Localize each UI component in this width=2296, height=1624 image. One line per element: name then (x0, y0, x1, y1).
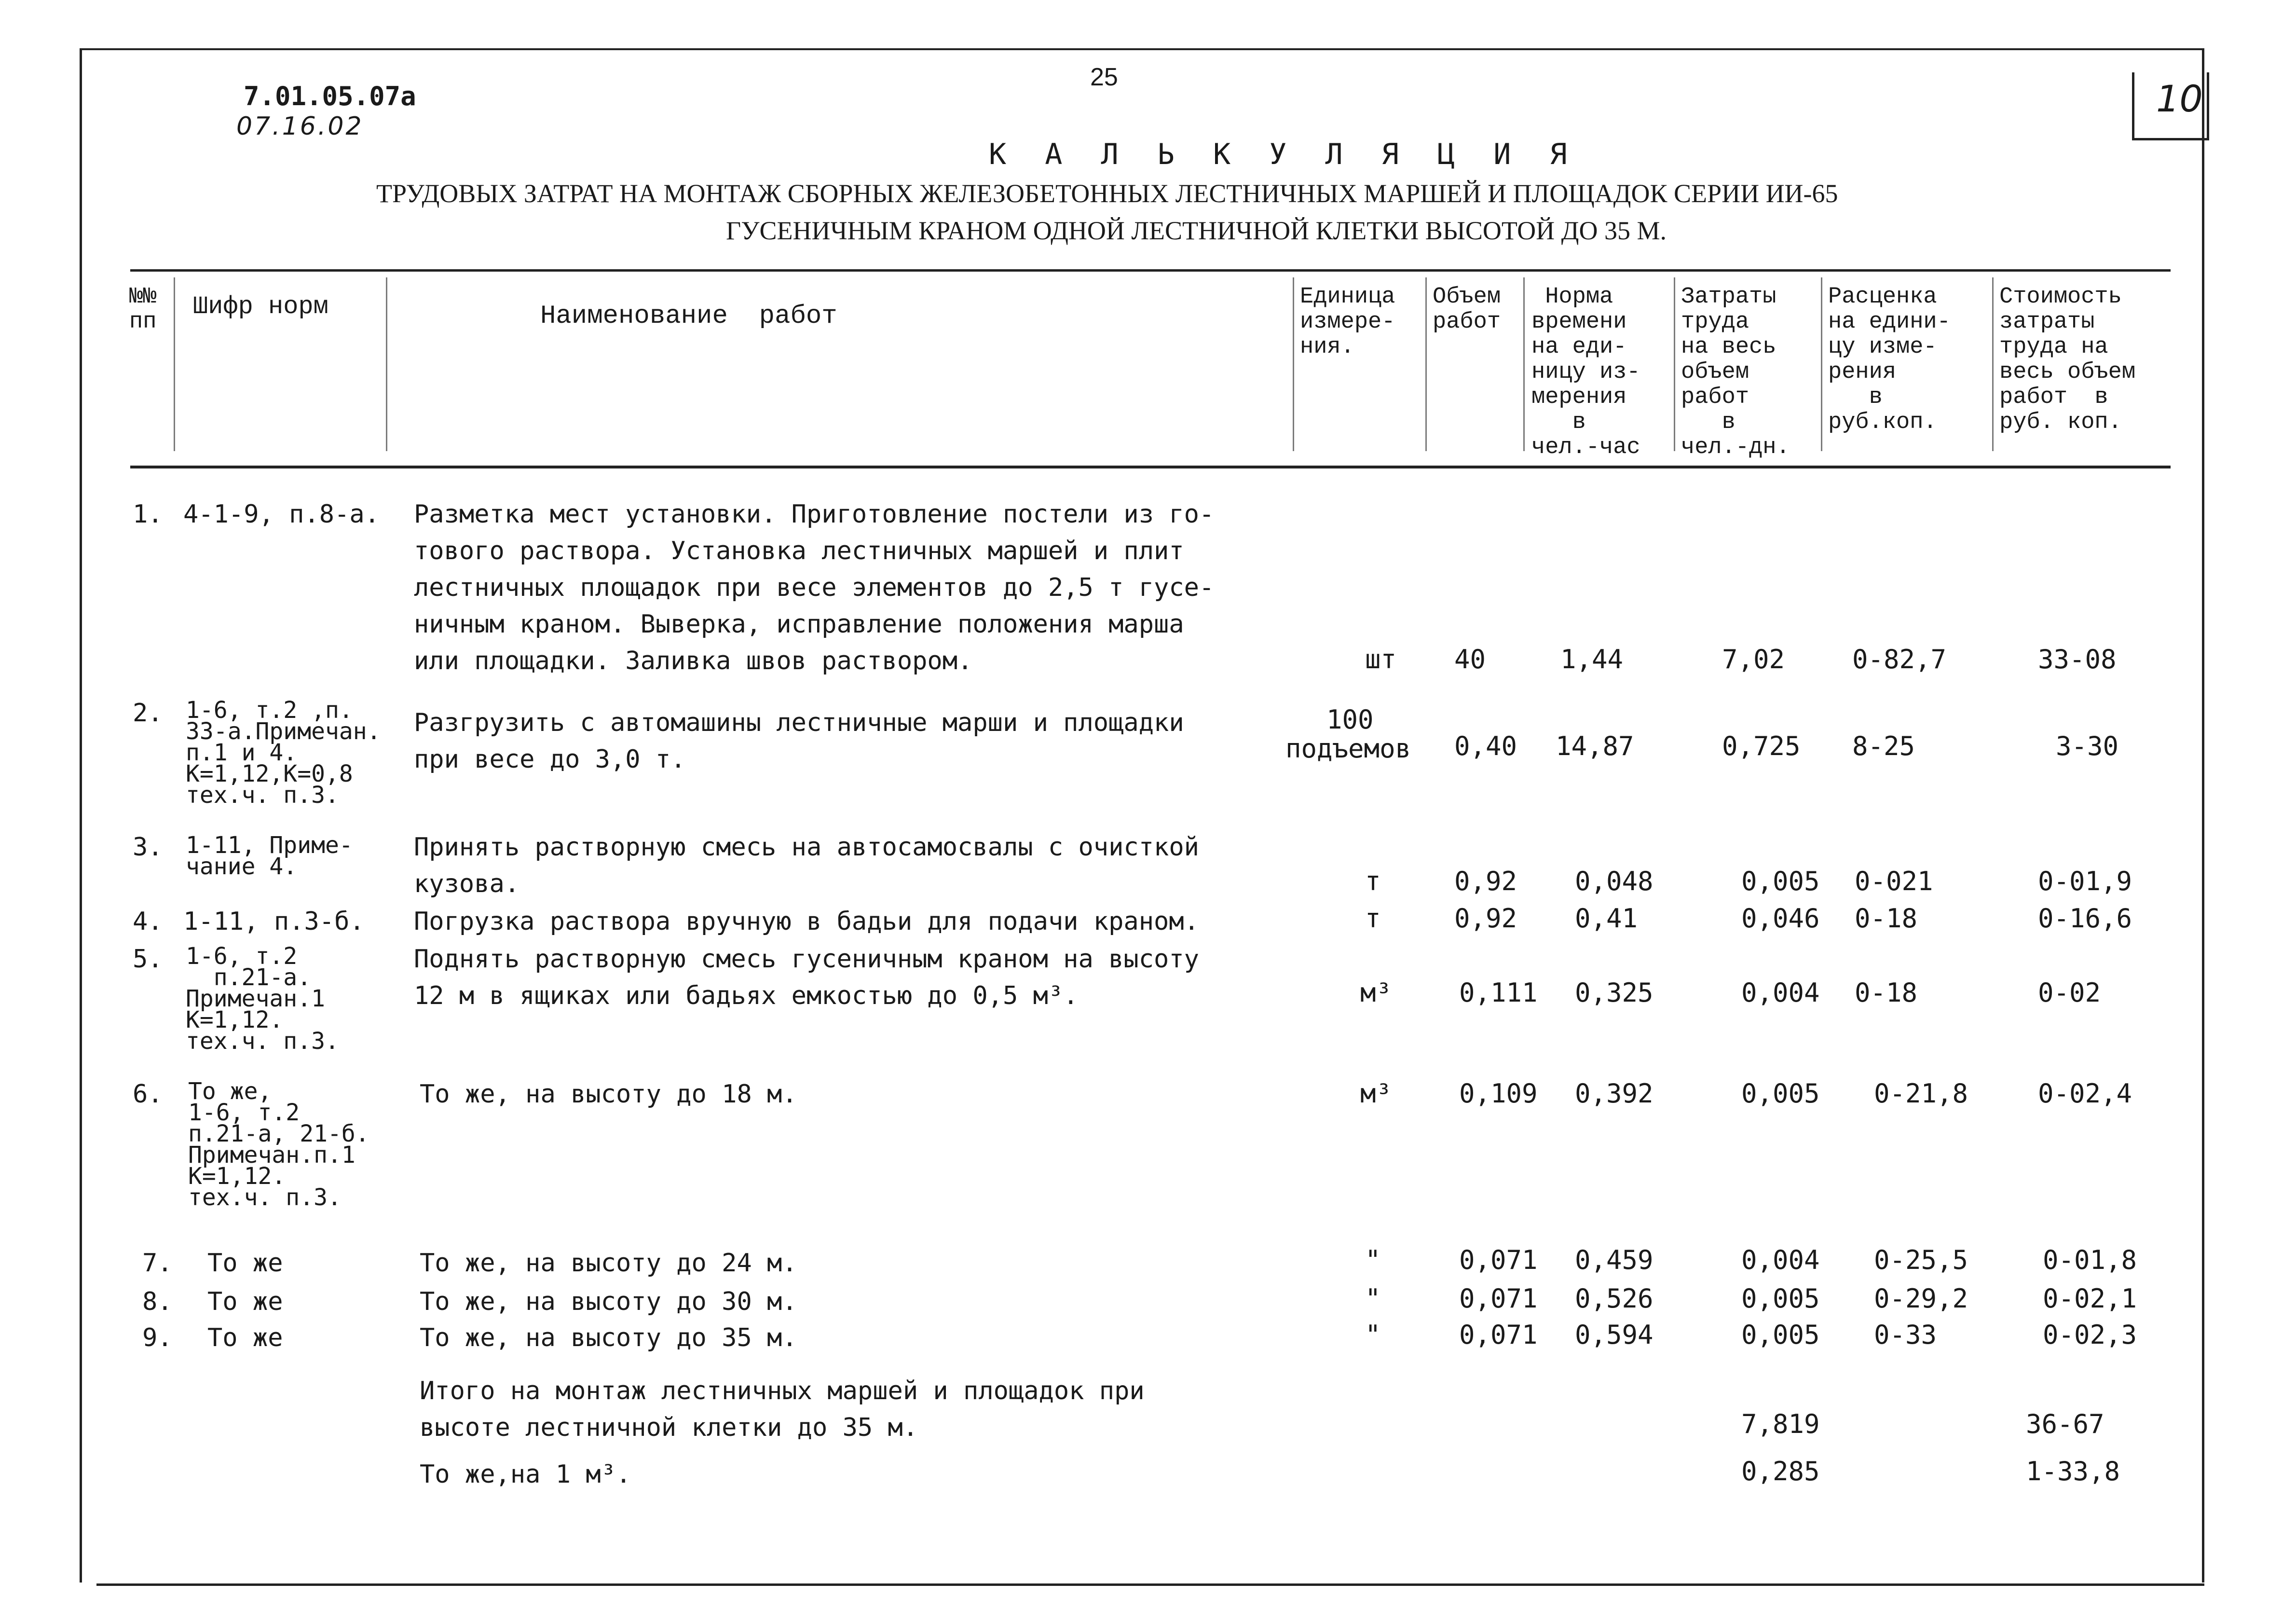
row-time: 0,526 (1575, 1283, 1654, 1314)
row-num: 4. (133, 907, 163, 936)
table-top-rule (130, 269, 2171, 272)
row-text-line: Разметка мест установки. Приготовление постели из го- (414, 500, 1215, 529)
row-norm: То же (207, 1323, 283, 1352)
row-text-line: Поднять растворную смесь гусеничным краном на высоту (414, 945, 1199, 974)
col-header-time-norm: Норма времени на еди- ницу из- мерения в чел.-час (1531, 284, 1640, 460)
col-header-unit: Единица измере- ния. (1300, 284, 1395, 360)
col-divider (1992, 277, 1994, 451)
row-cost: 33-08 (2038, 644, 2117, 674)
row-cost: 3-30 (2056, 731, 2119, 761)
col-header-labor: Затраты труда на весь объем работ в чел.-дн. (1681, 284, 1790, 460)
total-line2: высоте лестничной клетки до 35 м. (420, 1413, 918, 1442)
row-unit: т (1365, 866, 1381, 896)
row-time: 0,594 (1575, 1320, 1654, 1350)
row-volume: 0,92 (1454, 903, 1517, 934)
row-norm: 4-1-9, п.8-а. (183, 500, 380, 529)
document-subtitle-line1: ТРУДОВЫХ ЗАТРАТ НА МОНТАЖ СБОРНЫХ ЖЕЛЕЗОБЕТОННЫХ ЛЕСТНИЧНЫХ МАРШЕЙ И ПЛОЩАДОК СЕРИИ ИИ-65 (376, 179, 1838, 208)
col-header-cost: Стоимость затраты труда на весь объем работ в руб. коп. (1999, 284, 2136, 435)
row-rate: 0-25,5 (1874, 1245, 1968, 1275)
row-text-line: 12 м в ящиках или бадьях емкостью до 0,5 м³. (414, 981, 1079, 1010)
row-unit: " (1365, 1320, 1381, 1350)
row-rate: 0-29,2 (1874, 1283, 1968, 1314)
per-m3-labor: 0,285 (1741, 1456, 1820, 1486)
per-m3-label: То же,на 1 м³. (420, 1460, 631, 1489)
row-norm: То же (207, 1249, 283, 1278)
row-num: 2. (133, 699, 163, 728)
row-rate: 0-18 (1855, 903, 1918, 934)
frame-right-line (2202, 48, 2204, 1583)
row-text-line: лестничных площадок при весе элементов до 2,5 т гусе- (414, 573, 1215, 602)
row-text-line: Принять растворную смесь на автосамосвалы с очисткой (414, 833, 1199, 862)
row-time: 0,325 (1575, 977, 1654, 1008)
row-rate: 0-021 (1855, 866, 1933, 896)
col-divider (1523, 277, 1525, 451)
row-unit: т (1365, 903, 1381, 934)
row-cost: 0-02,3 (2043, 1320, 2137, 1350)
row-rate: 0-33 (1874, 1320, 1937, 1350)
row-cost: 0-02 (2038, 977, 2101, 1008)
col-header-num: №№ пп (129, 284, 157, 335)
row-time: 1,44 (1560, 644, 1624, 674)
row-time: 0,392 (1575, 1078, 1654, 1109)
row-cost: 0-02,1 (2043, 1283, 2137, 1314)
row-text-line: То же, на высоту до 24 м. (420, 1249, 797, 1278)
row-unit: м³ (1360, 1078, 1392, 1109)
row-labor: 0,004 (1741, 977, 1820, 1008)
row-time: 0,41 (1575, 903, 1638, 934)
col-divider (174, 277, 175, 451)
row-num: 8. (142, 1287, 173, 1316)
row-time: 0,048 (1575, 866, 1654, 896)
row-cost: 0-16,6 (2038, 903, 2132, 934)
row-volume: 0,109 (1459, 1078, 1538, 1109)
row-norm: 1-11, Приме- чание 4. (186, 832, 353, 880)
total-line1: Итого на монтаж лестничных маршей и площадок при (420, 1376, 1145, 1405)
row-text-line: ничным краном. Выверка, исправление положения марша (414, 610, 1184, 639)
document-code: 7.01.05.07а (244, 81, 416, 111)
row-volume: 40 (1454, 644, 1486, 674)
row-num: 1. (133, 500, 163, 529)
row-volume: 0,071 (1459, 1245, 1538, 1275)
row-num: 7. (142, 1249, 173, 1278)
row-text-line: Погрузка раствора вручную в бадьи для подачи краном. (414, 907, 1199, 936)
frame-top-line (80, 48, 2204, 50)
col-divider (1674, 277, 1675, 451)
row-cost: 0-01,9 (2038, 866, 2132, 896)
row-num: 9. (142, 1323, 173, 1352)
row-labor: 0,005 (1741, 1320, 1820, 1350)
row-unit: " (1365, 1245, 1381, 1275)
row-text-line: Разгрузить с автомашины лестничные марши и площадки (414, 708, 1184, 737)
row-rate: 0-21,8 (1874, 1078, 1968, 1109)
col-divider (1821, 277, 1822, 451)
row-text-line: То же, на высоту до 35 м. (420, 1323, 797, 1352)
row-norm: 1-6, т.2 ,п. 33-а.Примечан. п.1 и 4. К=1,12,К=0,8 тех.ч. п.3. (186, 697, 381, 809)
row-labor: 0,005 (1741, 1283, 1820, 1314)
row-rate: 0-82,7 (1852, 644, 1947, 674)
row-text-line: при весе до 3,0 т. (414, 745, 686, 774)
row-cost: 0-02,4 (2038, 1078, 2132, 1109)
row-text-line: тового раствора. Установка лестничных маршей и плит (414, 537, 1184, 565)
row-unit-top: 100 (1326, 704, 1374, 735)
row-volume: 0,111 (1459, 977, 1538, 1008)
row-unit: м³ (1360, 977, 1392, 1008)
row-time: 0,459 (1575, 1245, 1654, 1275)
per-m3-cost: 1-33,8 (2026, 1456, 2120, 1486)
col-header-volume: Объем работ (1433, 284, 1501, 335)
col-header-norm: Шифр норм (193, 292, 328, 321)
row-labor: 0,005 (1741, 866, 1820, 896)
handwritten-code: 07.16.02 (236, 112, 364, 141)
document-subtitle-line2: ГУСЕНИЧНЫМ КРАНОМ ОДНОЙ ЛЕСТНИЧНОЙ КЛЕТКИ ВЫСОТОЙ ДО 35 М. (726, 216, 1667, 245)
row-text-line: То же, на высоту до 18 м. (420, 1080, 797, 1109)
table-header-rule (130, 466, 2171, 468)
row-labor: 7,02 (1722, 644, 1785, 674)
row-norm: То же (207, 1287, 283, 1316)
row-labor: 0,046 (1741, 903, 1820, 934)
document-title: К А Л Ь К У Л Я Ц И Я (989, 138, 1578, 171)
page-number: 25 (1090, 63, 1118, 91)
row-volume: 0,40 (1454, 731, 1517, 761)
row-labor: 0,005 (1741, 1078, 1820, 1109)
col-divider (1293, 277, 1294, 451)
row-volume: 0,071 (1459, 1283, 1538, 1314)
col-divider (1425, 277, 1427, 451)
col-divider (386, 277, 387, 451)
row-text-line: То же, на высоту до 30 м. (420, 1287, 797, 1316)
row-text-line: или площадки. Заливка швов раствором. (414, 647, 973, 675)
row-labor: 0,004 (1741, 1245, 1820, 1275)
row-rate: 8-25 (1852, 731, 1915, 761)
col-header-rate: Расценка на едини- цу изме- рения в руб.коп. (1828, 284, 1951, 435)
row-volume: 0,071 (1459, 1320, 1538, 1350)
row-text-line: кузова. (414, 869, 520, 898)
row-unit: " (1365, 1283, 1381, 1314)
row-unit: шт (1365, 644, 1397, 674)
row-norm: 1-6, т.2 п.21-а. Примечан.1 К=1,12. тех.ч. п.3. (186, 943, 339, 1055)
row-num: 5. (133, 945, 163, 974)
frame-bottom-line (96, 1583, 2204, 1586)
row-volume: 0,92 (1454, 866, 1517, 896)
row-rate: 0-18 (1855, 977, 1918, 1008)
row-norm: 1-11, п.3-б. (183, 907, 365, 936)
row-cost: 0-01,8 (2043, 1245, 2137, 1275)
total-labor: 7,819 (1741, 1409, 1820, 1439)
row-time: 14,87 (1556, 731, 1634, 761)
row-unit: подъемов (1285, 733, 1411, 764)
frame-left-line (80, 48, 82, 1583)
sheet-number: 10 (2156, 77, 2203, 120)
row-num: 6. (133, 1080, 163, 1109)
col-header-name: Наименование работ (540, 302, 837, 331)
total-cost: 36-67 (2026, 1409, 2105, 1439)
row-num: 3. (133, 833, 163, 862)
row-norm: То же, 1-6, т.2 п.21-а, 21-б. Примечан.п.1 К=1,12. тех.ч. п.3. (188, 1078, 369, 1211)
row-labor: 0,725 (1722, 731, 1801, 761)
